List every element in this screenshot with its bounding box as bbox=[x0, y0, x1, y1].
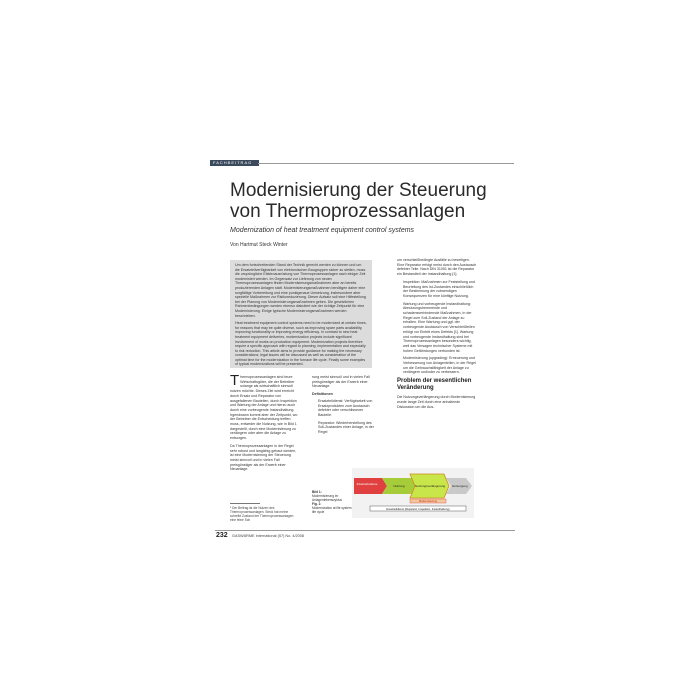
list-item: • Ersatzteildienst: Verfügbarkeit von Ersatzprodukten zum Austausch defekter oder verschlissener Bauteile. bbox=[318, 399, 374, 418]
col2-paragraph-1: rung meist sinnvoll und in vielen Fall preisgünstiger als der Erwerb einer Neuanlage. bbox=[312, 375, 370, 389]
section-paragraph: Die Nutzungsverlängerung durch Modernisierung wurde lange Zeit durch eine anhaltende Diskussion um die Aus- bbox=[397, 395, 476, 409]
col3-paragraph-1: um verschleißbedingte Ausfälle zu beseitigen. Eine Reparatur erfolgt meist durch den Austausch defekter Teile. Nach DIN 31051 ist die Reparatur ein Bestandteil der Instandhaltung [1]. bbox=[397, 258, 477, 277]
figure-caption-en: Modernization at life system life cycle bbox=[312, 506, 352, 514]
lifecycle-diagram bbox=[352, 468, 474, 518]
col1-paragraph-2: Da Thermoprozessanlagen in der Regel sehr robust und langlebig gebaut werden, ist eine Modernisierung der Steuerung meist sinnvoll und in vielen Fall preisgünstiger als der Erwerb einer Neuanlage. bbox=[230, 443, 297, 472]
figure-label-en: Fig. 1: bbox=[312, 502, 322, 506]
body-column-3 bbox=[397, 258, 477, 468]
drop-cap: T bbox=[230, 375, 240, 389]
section-heading: Problem der wesentlichen Veränderung bbox=[397, 378, 472, 392]
list-item: • Wartung und vorbeugende Instandhaltung: Abnutzungshemmende und schadensverhindernde Maßnahmen, in der Regel zum Soll-Zustand der Anlage zu erhalten. Eine Wartung und ggf. der vorbeugende Austausch von Verschleißteilen erfolgt vor Eintritt eines Defekts [1]. Wartung und vorbeugende Instandhaltung sind bei Thermoprozessanlagen besonders wichtig, weil das Versagen technischer Systeme mit hohen Gefährdungen verbunden ist. bbox=[403, 302, 477, 354]
article-title: Modernisierung der Steuerung von Thermoprozessanlagen bbox=[230, 180, 487, 222]
list-item: • Inspektion: Maßnahmen zur Feststellung und Beurteilung des Ist-Zustandes einschließlich der Bestimmung der notwendigen Konsequenzen für eine künftige Nutzung. bbox=[403, 280, 477, 299]
stage-label: Nutzungsverlängerung bbox=[414, 484, 446, 488]
figure-caption bbox=[312, 490, 352, 514]
page-number: 232 bbox=[216, 532, 228, 539]
journal-reference: GASWÄRME International (57) No. 4/2008 bbox=[232, 534, 304, 538]
definitions-list bbox=[312, 399, 374, 435]
footnote: * Der Beitrag ist die Nutzen des Thermoprozessanlagen. Steck hat meine schreibt Zustand der Thermoprozessanlagen eine feine Sch bbox=[230, 506, 294, 522]
footnote-rule bbox=[230, 503, 260, 504]
article-author: Von Hartmut Steck Winter bbox=[230, 242, 288, 248]
spare-parts-label: Ersatzteildienst (Reparatur, Inspektion, Instandhaltung) bbox=[386, 507, 450, 511]
article-subtitle: Modernization of heat treatment equipment control systems bbox=[230, 227, 415, 234]
stage-label: Nutzung bbox=[393, 484, 405, 488]
col1-paragraph-1: hermoprozessanlagen sind teure Wirtschaftsgüter, die der Betreiber solange als wirtschaftlich sinnvoll nutzen möchte. Dieses Ziel wird erreicht durch Ersatz und Reparatur von ausgefallenen Bauteilen, durch Inspektion und Wartung der Anlage und hierzu auch durch eine vorbeugende Instandhaltung. Irgendwann kommt aber der Zeitpunkt, wo der Betreiber die Entscheidung treffen muss, entweder die Nutzung, wie in Bild 1 dargestellt, durch eine Modernisierung zu verlängern oder aber die Anlage zu entsorgen. bbox=[230, 375, 298, 441]
body-column-1 bbox=[230, 375, 300, 500]
footer-rule bbox=[215, 530, 515, 531]
list-item: • Modernisierung (upgrading): Erneuerung und Verbesserung von Anlagenteilen, in der Regel um die Gebrauchsfähigkeit der Anlage zu verlängern und/oder zu verbessern. bbox=[403, 356, 477, 375]
list-item: • Reparatur: Wiederherstellung des Soll-Zustandes einer Anlage, in der Regel bbox=[318, 421, 374, 435]
abstract-box bbox=[230, 260, 372, 368]
stage-commissioning-arrow bbox=[354, 478, 387, 494]
col3-list bbox=[397, 280, 477, 375]
stage-label: Inbetriebnahme bbox=[356, 482, 378, 486]
header-rule bbox=[258, 163, 514, 164]
abstract-german: Um dem fortschreitenden Stand der Technik gerecht werden zu können und um die Ersatzteilverfügbarkeit von elektronischen Baugruppen sicher zu stellen, muss die ursprüngliche Elektroausrüstung von Thermoprozessanlagen nach einiger Zeit modernisiert werden. Im Gegensatz zur Lieferung von neuen Thermoprozessanlagen finden Modernisierungsmaßnahmen aber an bereits produzierenden Anlagen statt. Modernisierungsmaßnahmen benötigen daher eine sorgfältige Vorbereitung und eine punktgenaue Umsetzung, insbesondere aber spezielle Maßnahmen zur Risikoreduzierung. Dieser Aufsatz soll eine Hilfestellung bei der Planung von Modernisierungsmaßnahmen geben. Die gesetzlichen Rahmenbedingungen werden ebenso diskutiert wie der richtige Zeitpunkt für eine Modernisierung. Einige typische Modernisierungsmaßnahmen werden beschrieben. bbox=[235, 263, 366, 318]
definitions-heading: Definitionen bbox=[312, 392, 333, 397]
stage-label: Entsorgung bbox=[452, 484, 468, 488]
modernization-label: Modernisierung bbox=[419, 500, 437, 503]
figure-caption-de: Modernisierung im Anlagenlebenszyklus bbox=[312, 494, 342, 502]
section-tag: FACHBEITRAG bbox=[210, 160, 259, 166]
abstract-english: Heat treatment equipment control systems need to be modernized at certain times, for reasons that may be quite diverse, such as improving spare parts availability, improving functionality or improving energy efficiency. In contrast to new heat treatment equipment deliveries, modernization projects include significant involvement of works on production equipment. Modernization projects therefore require a specific approach with regard to planning, implementation and especially to risk reduction. This article aims to provide guidance for making the necessary considerations; legal issues will be discussed as well as consideration of the optimal time for the modernization in the furnace life cycle. Finally some examples of typical modernizations will be presented. bbox=[235, 321, 367, 367]
figure-label: Bild 1: bbox=[312, 490, 322, 494]
